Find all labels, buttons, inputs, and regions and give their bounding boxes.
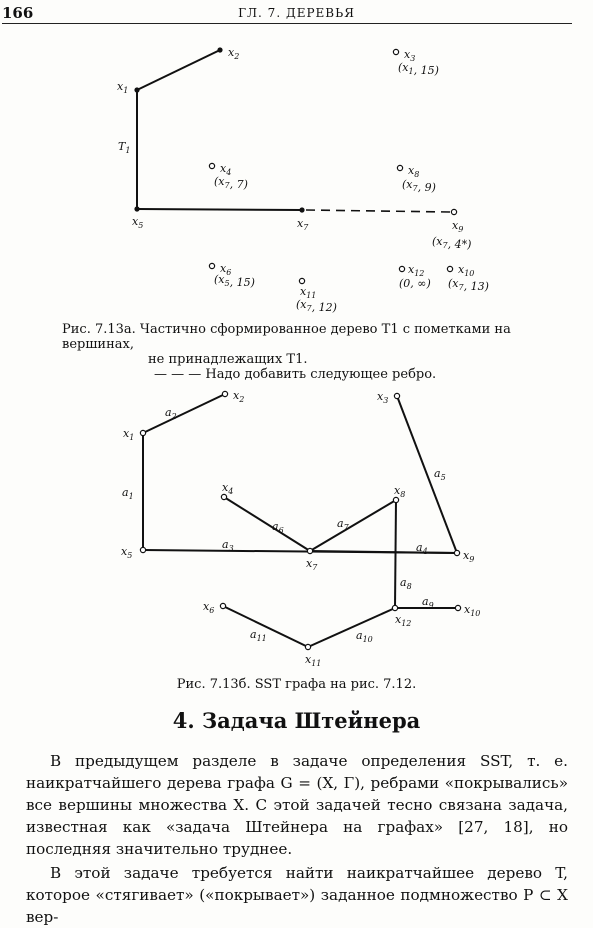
- vertex-label-x4: $x_4$: [220, 162, 232, 177]
- vertex-x2: [217, 47, 222, 52]
- sst-vertex-label-x10: $x_{10}$: [464, 603, 481, 618]
- sst-vertex-label-x1: $x_1$: [123, 427, 135, 442]
- sst-vertex-label-x3: $x_3$: [377, 390, 389, 405]
- figure-a-caption-line1: Рис. 7.13а. Частично сформированное дерево T1 с пометками на вершинах,: [62, 322, 511, 352]
- running-title: ГЛ. 7. ДЕРЕВЬЯ: [238, 6, 355, 20]
- vertex-mark-x6: ($x_5$, 15): [214, 273, 255, 289]
- sst-vertex-x3: [394, 393, 399, 398]
- sst-edge-label-a11: $a_{11}$: [250, 628, 267, 643]
- sst-edge-label-a3: $a_3$: [222, 538, 234, 553]
- paragraph-1: В предыдущем разделе в задаче определения SST, т. е. наикратчайшего дерева графа G = (X, Γ), ребрами «покрывались» все вершины множества X. С этой задачей тесно связана задача, известная как «задача Штейнера на графах» [27, 18], но последняя значительно труднее.: [26, 752, 568, 858]
- sst-vertex-label-x4: $x_4$: [222, 481, 234, 496]
- page-number: 166: [2, 4, 34, 22]
- sst-vertex-label-x8: $x_8$: [394, 484, 406, 499]
- sst-vertex-x12: [392, 605, 397, 610]
- sst-edge-label-a4: $a_4$: [416, 541, 428, 556]
- tree-label-t1: $T_1$: [118, 140, 131, 155]
- vertex-x6: [209, 263, 214, 268]
- vertex-x9: [451, 209, 456, 214]
- figure-a-caption-line3: — — — Надо добавить следующее ребро.: [154, 367, 437, 382]
- vertex-label-x5: $x_5$: [132, 215, 144, 230]
- sst-vertex-x5: [140, 547, 145, 552]
- vertex-x3: [393, 49, 398, 54]
- vertex-label-x12: $x_{12}$: [408, 263, 425, 278]
- sst-edge-label-a1: $a_1$: [122, 486, 134, 501]
- vertex-label-x9: $x_9$: [452, 219, 464, 234]
- paragraph-2: В этой задаче требуется найти наикратчайшее дерево T, которое «стягивает» («покрывает») заданное подмножество P ⊂ X вер-: [26, 864, 568, 926]
- sst-vertex-label-x12: $x_{12}$: [395, 613, 412, 628]
- vertex-x11: [299, 278, 304, 283]
- vertex-x5: [134, 206, 139, 211]
- sst-edge-x4-x7: [224, 497, 310, 551]
- sst-vertex-label-x9: $x_9$: [463, 549, 475, 564]
- sst-vertex-label-x5: $x_5$: [121, 545, 133, 560]
- vertex-x7: [299, 207, 304, 212]
- section-title: 4. Задача Штейнера: [172, 708, 421, 733]
- body-text: [26, 750, 568, 928]
- sst-vertex-label-x6: $x_6$: [203, 600, 215, 615]
- figure-7-13a: [0, 0, 593, 320]
- sst-vertex-x8: [393, 497, 398, 502]
- vertex-label-x3: $x_3$: [404, 48, 416, 63]
- vertex-label-x1: $x_1$: [117, 80, 129, 95]
- vertex-mark-x10: ($x_7$, 13): [448, 277, 489, 293]
- vertex-label-x11: $x_{11}$: [300, 285, 317, 300]
- sst-edge-label-a2: $a_2$: [165, 406, 177, 421]
- sst-vertex-x7: [307, 548, 312, 553]
- vertex-mark-x4: ($x_7$, 7): [214, 175, 248, 191]
- sst-edge-x1-x2: [143, 394, 225, 433]
- sst-edge-label-a8: $a_8$: [400, 576, 412, 591]
- sst-edge-x8-x12: [395, 500, 396, 608]
- figure-7-13b: [0, 375, 593, 675]
- sst-vertex-x11: [305, 644, 310, 649]
- vertex-label-x10: $x_{10}$: [458, 263, 475, 278]
- sst-vertex-x10: [455, 605, 460, 610]
- vertex-x12: [399, 266, 404, 271]
- vertex-x4: [209, 163, 214, 168]
- vertex-x8: [397, 165, 402, 170]
- vertex-mark-x11: ($x_7$, 12): [296, 298, 337, 314]
- sst-edge-label-a7: $a_7$: [337, 517, 349, 532]
- sst-edge-label-a9: $a_9$: [422, 595, 434, 610]
- sst-edge-label-a6: $a_6$: [272, 520, 284, 535]
- sst-edge-label-a10: $a_{10}$: [356, 629, 373, 644]
- figure-b-caption: Рис. 7.13б. SST графа на рис. 7.12.: [176, 677, 417, 692]
- dashed-edge-x7-x9: [306, 210, 450, 212]
- vertex-x1: [134, 87, 139, 92]
- sst-edge-x8-x7: [310, 500, 396, 551]
- tree-edge-x1-x2: [137, 50, 220, 90]
- vertex-label-x8: $x_8$: [408, 164, 420, 179]
- sst-edge-label-a5: $a_5$: [434, 467, 446, 482]
- sst-vertex-x2: [222, 391, 227, 396]
- sst-vertex-x9: [454, 550, 459, 555]
- sst-vertex-label-x2: $x_2$: [233, 389, 245, 404]
- vertex-label-x2: $x_2$: [228, 46, 240, 61]
- figure-a-caption-line2: не принадлежащих T1.: [148, 352, 308, 367]
- sst-vertex-label-x11: $x_{11}$: [305, 653, 322, 668]
- tree-edge-x5-x7: [137, 209, 302, 210]
- sst-vertex-x1: [140, 430, 145, 435]
- vertex-mark-x9: ($x_7$, 4*): [432, 235, 472, 251]
- sst-edge-x3-x9: [397, 396, 457, 553]
- vertex-label-x6: $x_6$: [220, 262, 232, 277]
- vertex-x10: [447, 266, 452, 271]
- figure-a-caption: [62, 322, 582, 382]
- vertex-mark-x12: (0, ∞): [399, 277, 431, 290]
- sst-vertex-x6: [220, 603, 225, 608]
- vertex-mark-x8: ($x_7$, 9): [402, 178, 436, 194]
- vertex-mark-x3: ($x_1$, 15): [398, 61, 439, 77]
- sst-edge-x12-x11: [308, 608, 395, 647]
- vertex-label-x7: $x_7$: [297, 217, 309, 232]
- sst-vertex-label-x7: $x_7$: [306, 557, 318, 572]
- sst-vertex-x4: [221, 494, 226, 499]
